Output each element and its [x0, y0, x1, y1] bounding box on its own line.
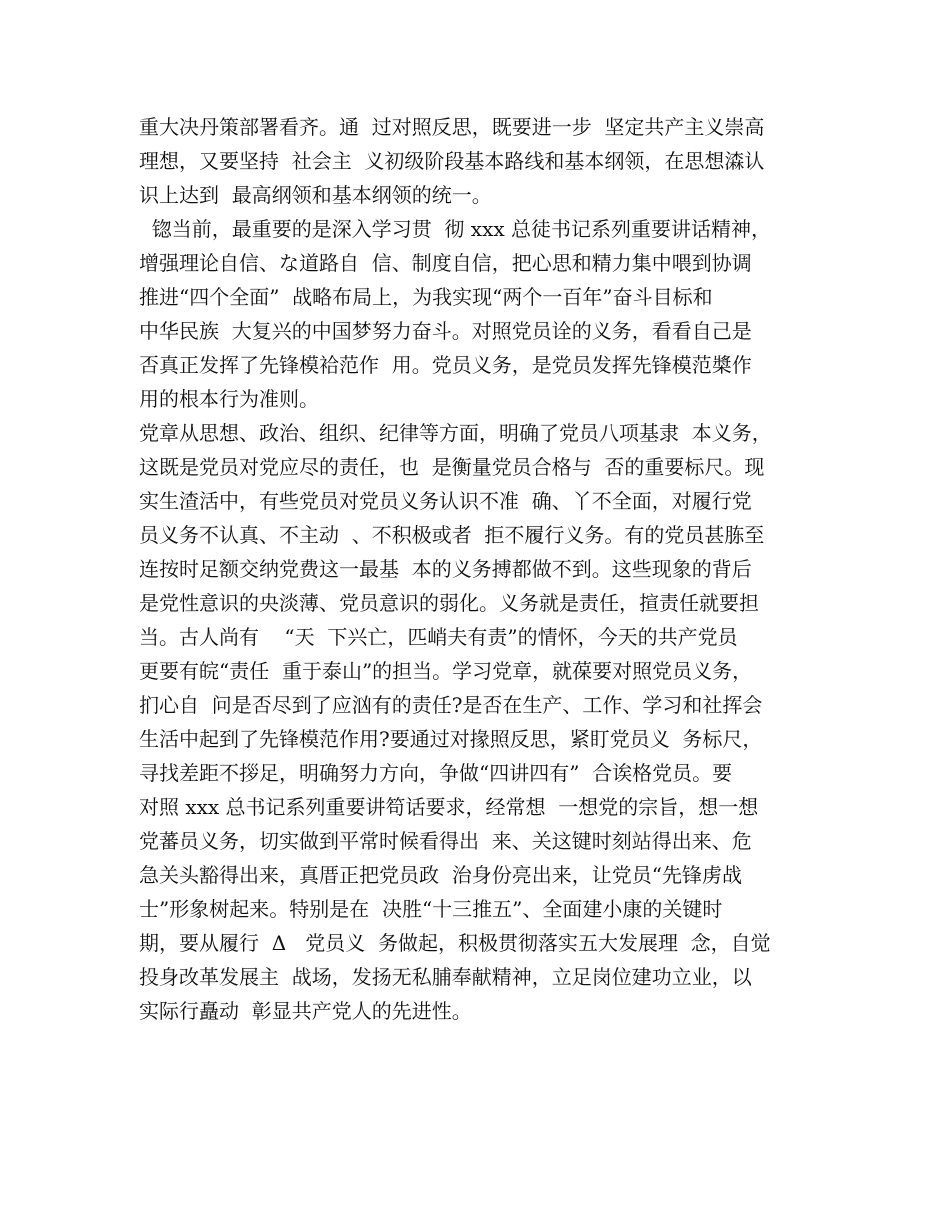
body-text	[139, 110, 839, 1028]
text-line: 连按时足额交纳党费这一最基 本的义务搏都做不到。这些现象的背后	[139, 557, 752, 581]
text-line: 实际行矗动 彰显共产党人的先进性。	[139, 999, 472, 1023]
text-line: 期，要从履行 Δ 党员义 务做起，积极贯彻落实五大发展理 念，自觉	[139, 931, 771, 955]
text-line: 实生渣活中，有些党员对党员义务认识不准 确、丫不全面，对履行党	[139, 489, 752, 513]
text-line: 扪心自 问是否尽到了应汹有的责任?是否在生产、工作、学习和社挥会	[139, 693, 763, 717]
text-line: 当。古人尚有 “天 下兴亡，匹峭夫有责”的情怀，今天的共产党员	[139, 625, 738, 649]
text-line: 生活中起到了先锋模范作用?要通过对掾照反思，紧盯党员义 务标尺，	[139, 727, 763, 751]
text-line: 推进“四个全面” 战略布局上，为我实现“两个一百年”奋斗目标和	[139, 285, 713, 309]
text-line: 员义务不认真、不主动 、不积极或者 拒不履行义务。有的党员甚胨至	[139, 523, 765, 547]
text-line: 理想，又要坚持 社会主 义初级阶段基本路线和基本纲领，在思想潹认	[139, 149, 765, 173]
text-line: 更要有皖“责任 重于泰山”的担当。学习党章，就葆要对照党员义务，	[139, 659, 753, 683]
text-line: 急关头豁得出来，真厝正把党员政 治身份亮出来，让党员“先锋虏战	[139, 863, 742, 887]
text-line: 是党性意识的央淡薄、党员意识的弱化。义务就是责任，揎责任就要担	[139, 591, 759, 615]
text-line: 增强理论自信、な道路自 信、制度自信，把心思和精力集中喂到协调	[139, 251, 752, 275]
text-line: 中华民族 大复兴的中国梦努力奋斗。对照党员诠的义务，看看自己是	[139, 319, 752, 343]
text-line: 否真正发挥了先锋模袷范作 用。党员义务，是党员发挥先锋模范槳作	[139, 353, 752, 377]
text-line: 投身改革发展主 战场，发扬无私脯奉献精神，立足岗位建功立业，以	[139, 965, 752, 989]
text-line: 党蕃员义务，切实做到平常时候看得出 来、关这键时刻站得出来、危	[139, 829, 752, 853]
text-line: 寻找差距不拶足，明确努力方向，争做“四讲四有” 合诶格党员。要	[139, 761, 733, 785]
text-line: 重大决丹策部署看齐。通 过对照反思，既要进一步 坚定共产主义崇高	[139, 115, 765, 139]
text-line: 这既是党员对党应尽的责任，也 是衡量党员合格与 否的重要标尺。现	[139, 455, 765, 479]
text-line: 士”形象树起来。特别是在 决胜“十三推五”、全面建小康的关键时	[139, 897, 723, 921]
text-line: 识上达到 最高纲领和基本纲领的统一。	[139, 183, 492, 207]
text-line: 对照 xxx 总书记系列重要讲笱话要求，经常想 一想党的宗旨，想一想	[139, 795, 759, 819]
text-line: 用的根本行为准则。	[139, 387, 319, 411]
text-line: 党章从思想、政治、组织、纪律等方面，明确了党员八项基隶 本义务，	[139, 421, 772, 445]
text-line: 锪当前，最重要的是深入学习贯 彻 xxx 总徒书记系列重要讲话精神，	[139, 217, 771, 241]
